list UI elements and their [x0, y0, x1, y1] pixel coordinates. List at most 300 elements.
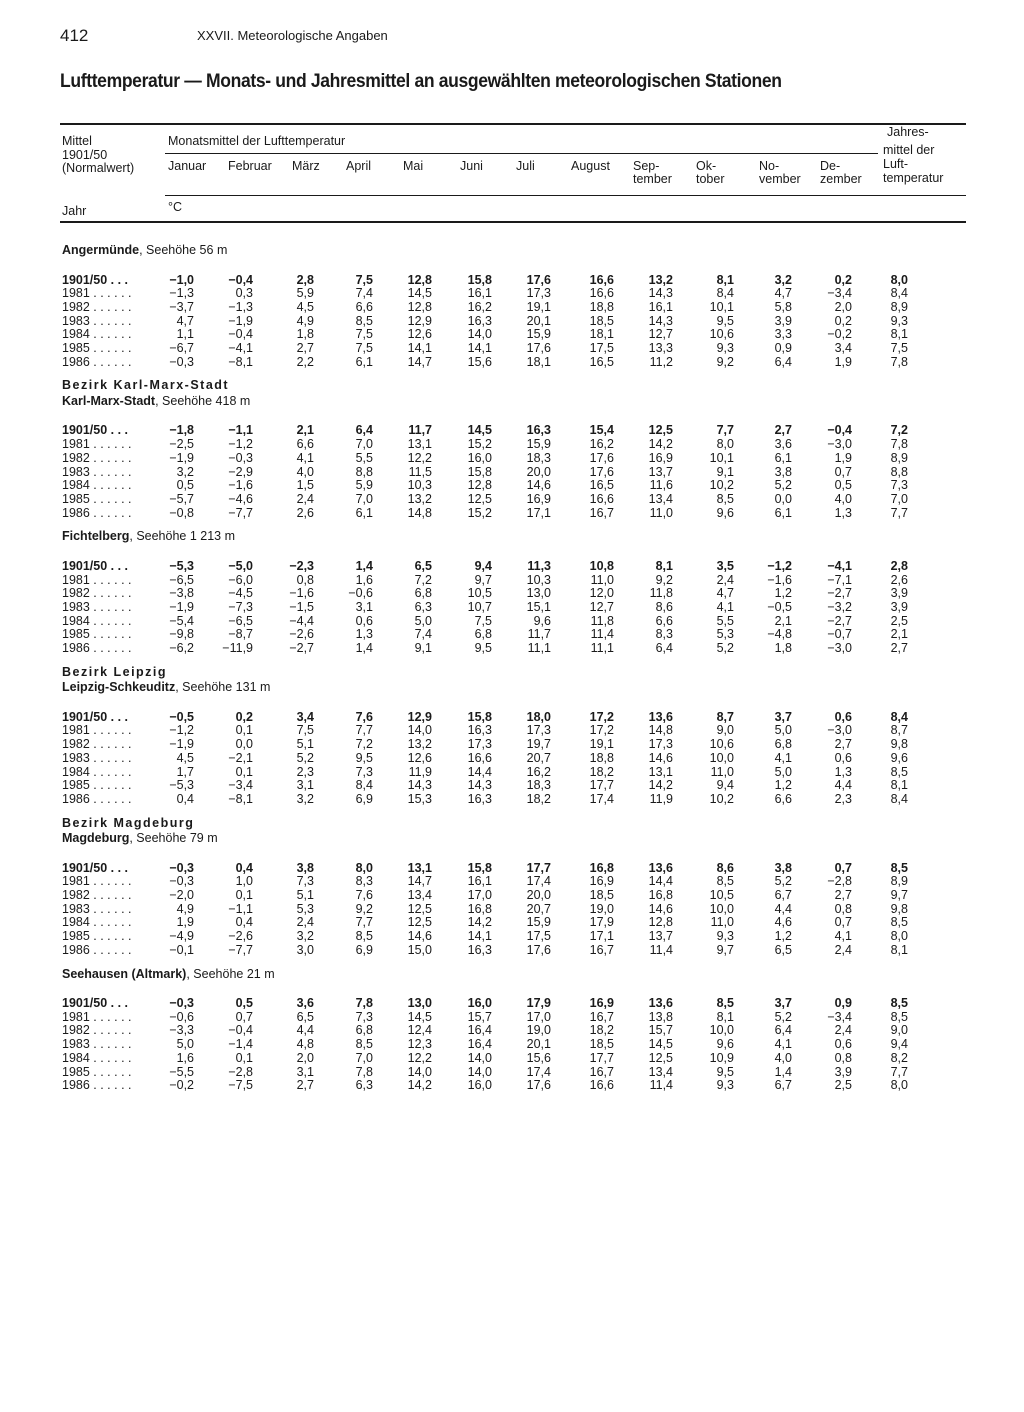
cell-month-1: −6,5 — [169, 572, 194, 587]
cell-month-4: 8,0 — [355, 860, 373, 875]
cell-annual-mean: 8,5 — [890, 860, 908, 875]
cell-annual-mean: 8,5 — [890, 1009, 908, 1024]
table-row — [62, 314, 962, 328]
table-row — [62, 341, 962, 355]
cell-month-3: 4,9 — [296, 313, 314, 328]
cell-month-5: 12,5 — [407, 915, 432, 930]
cell-month-10: 8,5 — [716, 996, 734, 1010]
cell-month-9: 15,7 — [648, 1023, 673, 1038]
cell-month-7: 9,6 — [533, 613, 551, 628]
station-heading — [62, 243, 227, 257]
cell-month-9: 11,2 — [649, 354, 673, 369]
cell-month-4: 1,6 — [355, 572, 373, 587]
row-year: 1901/50 . . . — [62, 860, 129, 875]
cell-annual-mean: 7,0 — [890, 491, 908, 506]
station-heading — [62, 967, 275, 981]
row-year: 1901/50 . . . — [62, 423, 129, 438]
table-row — [62, 1010, 962, 1024]
table-row — [62, 506, 962, 520]
cell-month-8: 18,8 — [589, 299, 614, 314]
stub-header-normalwert: (Normalwert) — [62, 161, 135, 175]
table-row — [62, 792, 962, 806]
cell-month-4: −0,6 — [348, 586, 373, 601]
cell-month-4: 6,9 — [355, 791, 373, 806]
cell-month-11: 1,2 — [774, 778, 792, 793]
cell-month-10: 10,1 — [709, 450, 734, 465]
cell-month-4: 7,7 — [355, 915, 373, 930]
cell-month-11: 5,2 — [774, 1009, 792, 1024]
cell-month-3: 4,0 — [296, 464, 314, 479]
cell-month-4: 6,3 — [355, 1078, 373, 1093]
station-name: Leipzig-Schkeuditz — [62, 680, 176, 695]
cell-month-12: −0,7 — [827, 627, 852, 642]
table-row — [62, 327, 962, 341]
cell-month-10: 4,7 — [716, 586, 734, 601]
row-year: 1984 . . . . . . — [62, 327, 132, 342]
cell-month-6: 15,8 — [467, 464, 492, 479]
cell-annual-mean: 9,4 — [890, 1037, 908, 1052]
row-year: 1985 . . . . . . — [62, 929, 132, 944]
cell-month-5: 14,6 — [407, 929, 432, 944]
cell-month-5: 14,1 — [407, 341, 432, 355]
cell-month-3: 4,5 — [296, 299, 314, 314]
cell-month-11: 5,0 — [774, 723, 792, 738]
cell-month-10: 9,3 — [716, 929, 734, 944]
cell-month-11: 5,8 — [774, 299, 792, 314]
cell-month-2: −1,6 — [228, 478, 253, 493]
cell-month-7: 18,3 — [526, 450, 551, 465]
cell-month-11: 4,0 — [774, 1050, 792, 1065]
cell-month-2: 0,0 — [235, 737, 253, 752]
cell-month-9: 11,9 — [649, 791, 673, 806]
table-row — [62, 614, 962, 628]
cell-month-2: −4,1 — [228, 341, 253, 355]
station-elevation: , Seehöhe 1 213 m — [129, 529, 236, 544]
cell-month-9: 13,6 — [648, 709, 673, 724]
cell-month-7: 16,2 — [526, 764, 551, 779]
cell-month-12: 2,3 — [834, 791, 852, 806]
cell-month-9: 14,5 — [648, 1037, 673, 1052]
column-group-rule — [165, 153, 878, 154]
cell-month-6: 9,7 — [474, 572, 492, 587]
row-year: 1984 . . . . . . — [62, 915, 132, 930]
chapter-heading: XXVII. Meteorologische Angaben — [197, 28, 388, 43]
cell-month-11: 4,6 — [774, 915, 792, 930]
cell-month-1: −1,0 — [169, 272, 194, 287]
cell-month-11: 1,2 — [774, 929, 792, 944]
cell-month-5: 12,9 — [407, 709, 432, 724]
cell-month-7: 15,6 — [526, 1050, 551, 1065]
cell-annual-mean: 8,0 — [890, 929, 908, 944]
cell-month-4: 6,6 — [355, 299, 373, 314]
row-year: 1981 . . . . . . — [62, 572, 132, 587]
row-year: 1983 . . . . . . — [62, 313, 132, 328]
cell-month-8: 17,1 — [589, 929, 614, 944]
cell-month-12: 2,0 — [834, 299, 852, 314]
row-year: 1985 . . . . . . — [62, 778, 132, 793]
cell-month-1: 5,0 — [176, 1037, 194, 1052]
cell-month-10: 2,4 — [716, 572, 734, 587]
column-group-header: Monatsmittel der Lufttemperatur — [168, 134, 346, 148]
cell-annual-mean: 7,8 — [890, 354, 908, 369]
cell-month-1: 4,7 — [176, 313, 194, 328]
cell-month-5: 6,3 — [414, 599, 432, 614]
cell-month-8: 17,6 — [589, 450, 614, 465]
cell-annual-mean: 8,4 — [890, 709, 908, 724]
cell-month-2: 0,4 — [235, 915, 253, 930]
cell-month-1: −1,8 — [169, 423, 194, 438]
table-row — [62, 861, 962, 875]
cell-month-4: 7,8 — [355, 1064, 373, 1079]
cell-month-1: 4,5 — [176, 750, 194, 765]
cell-month-2: −0,4 — [228, 327, 253, 342]
cell-month-8: 11,0 — [590, 572, 614, 587]
cell-month-7: 18,0 — [526, 709, 551, 724]
cell-month-3: 5,3 — [296, 901, 314, 916]
cell-month-3: 1,8 — [296, 327, 314, 342]
cell-month-4: 6,8 — [355, 1023, 373, 1038]
cell-month-8: 16,6 — [589, 286, 614, 301]
annual-header-1: Jahres- — [887, 125, 929, 139]
cell-month-8: 17,2 — [589, 709, 614, 724]
cell-month-5: 7,2 — [414, 572, 432, 587]
cell-month-7: 17,6 — [526, 341, 551, 355]
row-year: 1981 . . . . . . — [62, 1009, 132, 1024]
cell-annual-mean: 7,3 — [890, 478, 908, 493]
table-title: Lufttemperatur — Monats- und Jahresmittel an ausgewählten meteorologischen Stationen — [60, 70, 782, 92]
cell-month-3: 2,4 — [296, 491, 314, 506]
cell-month-3: 3,2 — [296, 929, 314, 944]
cell-month-4: 8,8 — [355, 464, 373, 479]
cell-month-5: 14,5 — [407, 1009, 432, 1024]
stub-header-year: Jahr — [62, 204, 87, 218]
cell-month-10: 10,6 — [709, 327, 734, 342]
cell-month-5: 12,8 — [407, 299, 432, 314]
table-row — [62, 1037, 962, 1051]
cell-month-9: 11,4 — [649, 942, 673, 957]
cell-month-10: 9,6 — [716, 505, 734, 520]
cell-month-9: 11,8 — [649, 586, 673, 601]
cell-month-2: −8,7 — [228, 627, 253, 642]
row-year: 1983 . . . . . . — [62, 750, 132, 765]
cell-month-9: 14,2 — [648, 778, 673, 793]
row-year: 1986 . . . . . . — [62, 791, 132, 806]
cell-month-12: 1,9 — [834, 450, 852, 465]
cell-month-3: 5,1 — [296, 888, 314, 902]
cell-month-3: 0,8 — [296, 572, 314, 587]
cell-month-3: 5,2 — [296, 750, 314, 765]
cell-month-9: 14,2 — [648, 437, 673, 452]
cell-month-5: 10,3 — [407, 478, 432, 493]
table-row — [62, 874, 962, 888]
cell-month-2: 0,1 — [235, 723, 253, 738]
row-year: 1985 . . . . . . — [62, 1064, 132, 1079]
cell-month-1: −5,3 — [169, 778, 194, 793]
cell-month-2: −0,3 — [228, 450, 253, 465]
cell-month-12: 2,4 — [834, 1023, 852, 1038]
cell-month-12: 2,5 — [834, 1078, 852, 1093]
table-row — [62, 943, 962, 957]
cell-month-11: 5,2 — [774, 478, 792, 493]
cell-month-6: 14,5 — [467, 423, 492, 438]
cell-month-7: 15,9 — [526, 915, 551, 930]
cell-month-11: 0,0 — [774, 491, 792, 506]
cell-month-11: 2,7 — [774, 423, 792, 438]
cell-month-12: −3,2 — [827, 599, 852, 614]
row-year: 1983 . . . . . . — [62, 1037, 132, 1052]
row-year: 1985 . . . . . . — [62, 491, 132, 506]
cell-month-9: 11,6 — [649, 478, 673, 493]
cell-month-12: −3,0 — [827, 437, 852, 452]
cell-month-10: 10,0 — [709, 1023, 734, 1038]
cell-month-5: 12,6 — [407, 327, 432, 342]
cell-month-6: 15,2 — [467, 437, 492, 452]
table-row — [62, 465, 962, 479]
cell-month-1: −5,4 — [169, 613, 194, 628]
cell-month-12: 4,4 — [834, 778, 852, 793]
cell-month-1: −0,3 — [169, 996, 194, 1010]
cell-annual-mean: 8,1 — [890, 778, 908, 793]
cell-month-6: 12,8 — [467, 478, 492, 493]
cell-month-8: 18,2 — [589, 764, 614, 779]
cell-annual-mean: 8,7 — [890, 723, 908, 738]
cell-month-5: 13,1 — [407, 437, 432, 452]
cell-month-9: 13,2 — [648, 272, 673, 287]
cell-month-11: 5,0 — [774, 764, 792, 779]
cell-month-11: 1,2 — [774, 586, 792, 601]
cell-month-10: 4,1 — [716, 599, 734, 614]
cell-annual-mean: 2,6 — [890, 572, 908, 587]
cell-month-12: 0,2 — [834, 272, 852, 287]
cell-month-7: 11,1 — [527, 641, 551, 655]
cell-month-5: 12,8 — [407, 272, 432, 287]
cell-month-4: 7,2 — [355, 737, 373, 752]
cell-month-5: 14,3 — [407, 778, 432, 793]
cell-month-5: 15,0 — [407, 942, 432, 957]
cell-month-11: 6,7 — [774, 1078, 792, 1093]
cell-month-4: 7,0 — [355, 491, 373, 506]
cell-month-9: 13,1 — [648, 764, 673, 779]
district-name: Bezirk Karl-Marx-Stadt — [62, 378, 230, 393]
cell-month-6: 9,5 — [474, 641, 492, 655]
cell-month-7: 16,3 — [526, 423, 551, 438]
row-year: 1981 . . . . . . — [62, 723, 132, 738]
cell-month-5: 14,7 — [407, 874, 432, 889]
cell-month-4: 8,5 — [355, 313, 373, 328]
cell-month-7: 20,0 — [526, 888, 551, 902]
cell-month-5: 14,2 — [407, 1078, 432, 1093]
table-row — [62, 888, 962, 902]
cell-month-2: −0,4 — [228, 272, 253, 287]
cell-month-11: 3,3 — [774, 327, 792, 342]
cell-month-8: 15,4 — [589, 423, 614, 438]
page-number: 412 — [60, 26, 89, 45]
cell-month-1: −6,2 — [169, 641, 194, 655]
cell-month-9: 16,8 — [648, 888, 673, 902]
month-header-3: März — [292, 159, 320, 173]
cell-month-12: 0,7 — [834, 464, 852, 479]
cell-month-8: 19,1 — [589, 737, 614, 752]
cell-month-9: 13,8 — [648, 1009, 673, 1024]
cell-month-11: 3,8 — [774, 860, 792, 875]
cell-month-4: 5,5 — [355, 450, 373, 465]
cell-month-7: 17,1 — [526, 505, 551, 520]
cell-annual-mean: 7,5 — [890, 341, 908, 355]
cell-month-2: −0,4 — [228, 1023, 253, 1038]
cell-annual-mean: 8,5 — [890, 915, 908, 930]
district-heading — [62, 816, 194, 830]
station-heading — [62, 680, 270, 694]
row-year: 1901/50 . . . — [62, 272, 129, 287]
cell-month-6: 15,8 — [467, 709, 492, 724]
cell-month-3: 5,1 — [296, 737, 314, 752]
cell-month-12: 0,7 — [834, 860, 852, 875]
cell-month-10: 5,3 — [716, 627, 734, 642]
row-year: 1901/50 . . . — [62, 558, 129, 573]
cell-month-5: 13,1 — [407, 860, 432, 875]
cell-month-5: 12,4 — [407, 1023, 432, 1038]
station-elevation: , Seehöhe 56 m — [139, 243, 228, 257]
cell-month-7: 17,4 — [526, 1064, 551, 1079]
cell-month-11: 6,4 — [774, 1023, 792, 1038]
cell-month-7: 15,9 — [526, 437, 551, 452]
cell-annual-mean: 9,3 — [890, 313, 908, 328]
row-year: 1982 . . . . . . — [62, 888, 132, 902]
cell-month-12: 4,1 — [834, 929, 852, 944]
table-row — [62, 273, 962, 287]
cell-month-1: −0,3 — [169, 874, 194, 889]
row-year: 1984 . . . . . . — [62, 613, 132, 628]
cell-month-1: 0,4 — [176, 791, 194, 806]
cell-annual-mean: 2,1 — [890, 627, 908, 642]
cell-month-9: 14,3 — [648, 313, 673, 328]
cell-month-10: 11,0 — [710, 915, 734, 930]
cell-month-7: 11,3 — [527, 558, 551, 573]
cell-month-8: 16,9 — [589, 874, 614, 889]
cell-month-11: 1,4 — [774, 1064, 792, 1079]
cell-annual-mean: 8,9 — [890, 450, 908, 465]
table-row — [62, 423, 962, 437]
cell-month-10: 8,5 — [716, 874, 734, 889]
cell-month-2: 0,1 — [235, 888, 253, 902]
cell-month-8: 19,0 — [589, 901, 614, 916]
cell-month-11: 4,1 — [774, 1037, 792, 1052]
cell-month-12: −0,4 — [827, 423, 852, 438]
cell-month-4: 8,5 — [355, 1037, 373, 1052]
cell-month-9: 13,6 — [648, 860, 673, 875]
cell-month-12: 0,6 — [834, 1037, 852, 1052]
cell-month-12: 1,9 — [834, 354, 852, 369]
cell-month-10: 8,7 — [716, 709, 734, 724]
cell-annual-mean: 8,1 — [890, 942, 908, 957]
cell-month-5: 12,5 — [407, 901, 432, 916]
cell-month-1: −5,5 — [169, 1064, 194, 1079]
row-year: 1986 . . . . . . — [62, 505, 132, 520]
row-year: 1984 . . . . . . — [62, 764, 132, 779]
cell-month-8: 16,8 — [589, 860, 614, 875]
cell-month-1: −3,7 — [169, 299, 194, 314]
cell-month-10: 9,3 — [716, 1078, 734, 1093]
row-year: 1986 . . . . . . — [62, 641, 132, 655]
cell-month-11: 6,6 — [774, 791, 792, 806]
cell-month-8: 16,6 — [589, 491, 614, 506]
cell-month-7: 20,1 — [526, 1037, 551, 1052]
cell-month-4: 7,6 — [355, 888, 373, 902]
cell-month-7: 17,6 — [526, 272, 551, 287]
cell-month-1: −5,3 — [169, 558, 194, 573]
cell-month-5: 6,5 — [414, 558, 432, 573]
cell-month-6: 15,8 — [467, 860, 492, 875]
cell-month-4: 7,8 — [355, 996, 373, 1010]
cell-month-10: 9,6 — [716, 1037, 734, 1052]
cell-month-1: −0,6 — [169, 1009, 194, 1024]
cell-month-3: −1,6 — [289, 586, 314, 601]
cell-month-8: 18,5 — [589, 888, 614, 902]
month-header-1: Januar — [168, 159, 207, 173]
cell-annual-mean: 3,9 — [890, 599, 908, 614]
table-row — [62, 600, 962, 614]
cell-month-11: 2,1 — [774, 613, 792, 628]
table-row — [62, 627, 962, 641]
cell-month-7: 17,4 — [526, 874, 551, 889]
cell-month-12: −2,8 — [827, 874, 852, 889]
cell-month-11: 4,4 — [774, 901, 792, 916]
cell-month-12: 0,8 — [834, 1050, 852, 1065]
station-elevation: , Seehöhe 21 m — [186, 966, 275, 981]
cell-month-3: 7,5 — [296, 723, 314, 738]
cell-month-4: 9,2 — [355, 901, 373, 916]
cell-month-3: 2,3 — [296, 764, 314, 779]
cell-month-8: 17,7 — [589, 778, 614, 793]
month-header-10-line-2: tober — [696, 172, 725, 186]
cell-month-5: 12,9 — [407, 313, 432, 328]
cell-month-6: 16,0 — [467, 996, 492, 1010]
cell-month-10: 9,3 — [716, 341, 734, 355]
cell-month-3: 6,5 — [296, 1009, 314, 1024]
cell-month-8: 17,5 — [589, 341, 614, 355]
cell-month-12: 3,4 — [834, 341, 852, 355]
table-row — [62, 451, 962, 465]
cell-month-7: 18,1 — [526, 354, 551, 369]
cell-month-1: −0,3 — [169, 860, 194, 875]
cell-month-7: 17,3 — [526, 286, 551, 301]
cell-month-8: 16,7 — [589, 1009, 614, 1024]
cell-month-11: 6,7 — [774, 888, 792, 902]
cell-annual-mean: 3,9 — [890, 586, 908, 601]
cell-month-3: 2,1 — [296, 423, 314, 438]
cell-month-5: 5,0 — [414, 613, 432, 628]
cell-month-4: 7,3 — [355, 764, 373, 779]
cell-month-2: −1,4 — [228, 1037, 253, 1052]
cell-annual-mean: 8,0 — [890, 1078, 908, 1093]
cell-annual-mean: 9,8 — [890, 737, 908, 752]
cell-month-7: 10,3 — [526, 572, 551, 587]
cell-month-6: 14,1 — [467, 341, 492, 355]
cell-month-2: −1,9 — [228, 313, 253, 328]
cell-month-1: −0,8 — [169, 505, 194, 520]
cell-month-1: −1,9 — [169, 450, 194, 465]
cell-month-6: 16,1 — [467, 286, 492, 301]
cell-month-1: 3,2 — [176, 464, 194, 479]
cell-month-10: 9,4 — [716, 778, 734, 793]
row-year: 1986 . . . . . . — [62, 942, 132, 957]
cell-month-9: 14,3 — [648, 286, 673, 301]
cell-month-5: 13,2 — [407, 491, 432, 506]
cell-month-6: 15,8 — [467, 272, 492, 287]
cell-month-7: 19,1 — [526, 299, 551, 314]
cell-month-2: −1,3 — [228, 299, 253, 314]
cell-annual-mean: 9,8 — [890, 901, 908, 916]
